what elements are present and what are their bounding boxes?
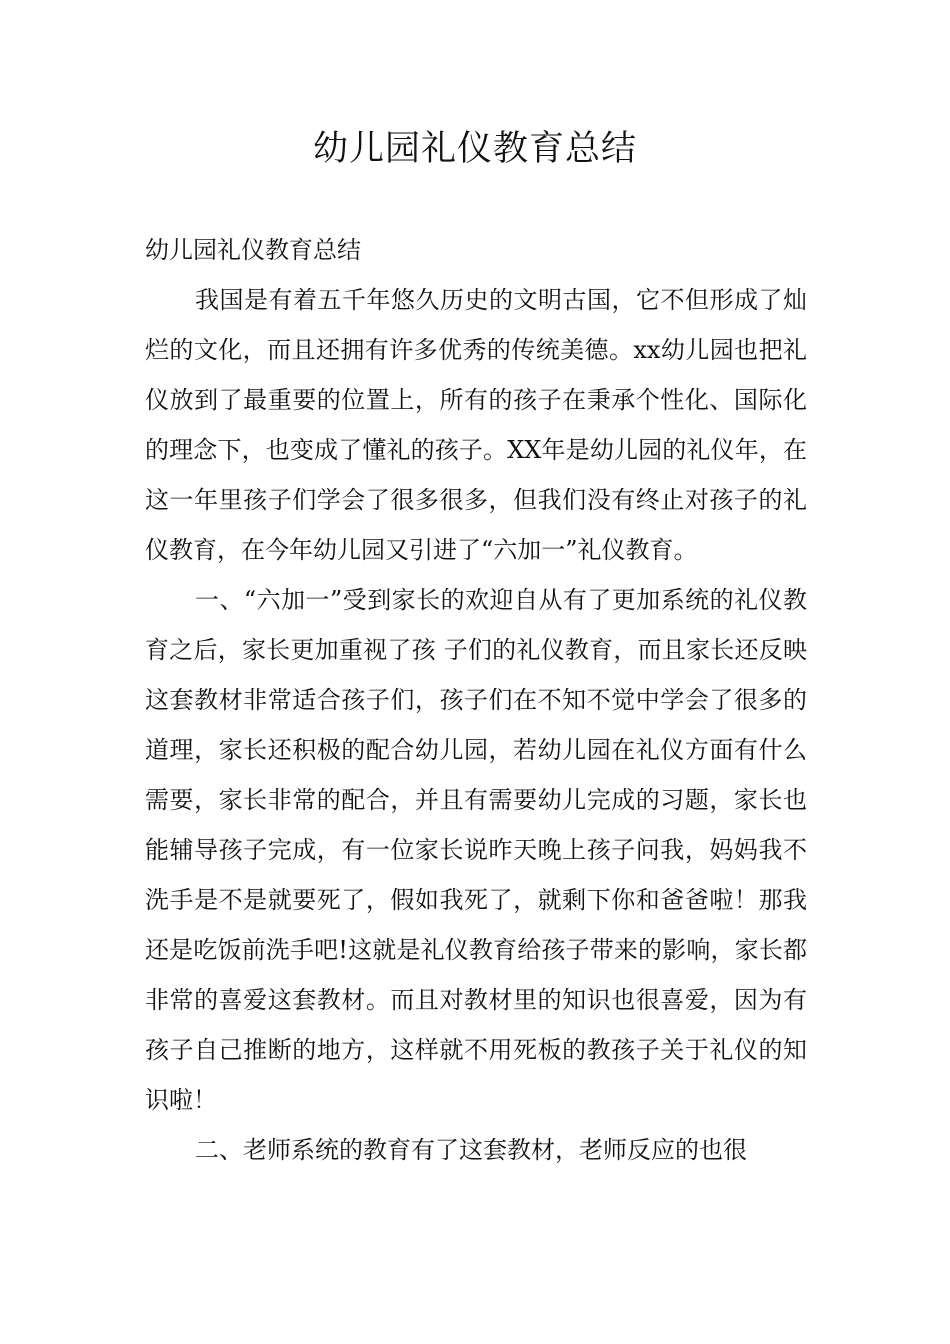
document-subtitle: 幼儿园礼仪教育总结 <box>145 236 361 264</box>
paragraph-section-two: 二、老师系统的教育有了这套教材，老师反应的也很 <box>195 1136 747 1164</box>
document-title: 幼儿园礼仪教育总结 <box>312 129 637 169</box>
paragraph-section-one: 一、“六加一”受到家长的欢迎自从有了更加系统的礼仪教育之后，家长更加重视了孩 子们的礼仪教育，而且家长还反映这套教材非常适合孩子们，孩子们在不知不觉中学会了很多的道理，家长还积极的配合幼儿园，若幼儿园在礼仪方面有什么需要，家长非常的配合，并且有需要幼儿完成的习题，家长也能辅导孩子完成，有一位家长说昨天晚上孩子问我，妈妈我不洗手是不是就要死了，假如我死了，就剩下你和爸爸啦！那我还是吃饭前洗手吧!这就是礼仪教育给孩子带来的影响，家长都非常的喜爱这套教材。而且对教材里的知识也很喜爱，因为有孩子自己推断的地方，这样就不用死板的教孩子关于礼仪的知识啦！ <box>145 586 807 1114</box>
paragraph-intro: 我国是有着五千年悠久历史的文明古国，它不但形成了灿烂的文化，而且还拥有许多优秀的传统美德。xx幼儿园也把礼仪放到了最重要的位置上，所有的孩子在秉承个性化、国际化的理念下，也变成了懂礼的孩子。XX年是幼儿园的礼仪年，在这一年里孩子们学会了很多很多，但我们没有终止对孩子的礼仪教育，在今年幼儿园又引进了“六加一”礼仪教育。 <box>145 286 807 564</box>
document-body <box>145 225 807 1175</box>
